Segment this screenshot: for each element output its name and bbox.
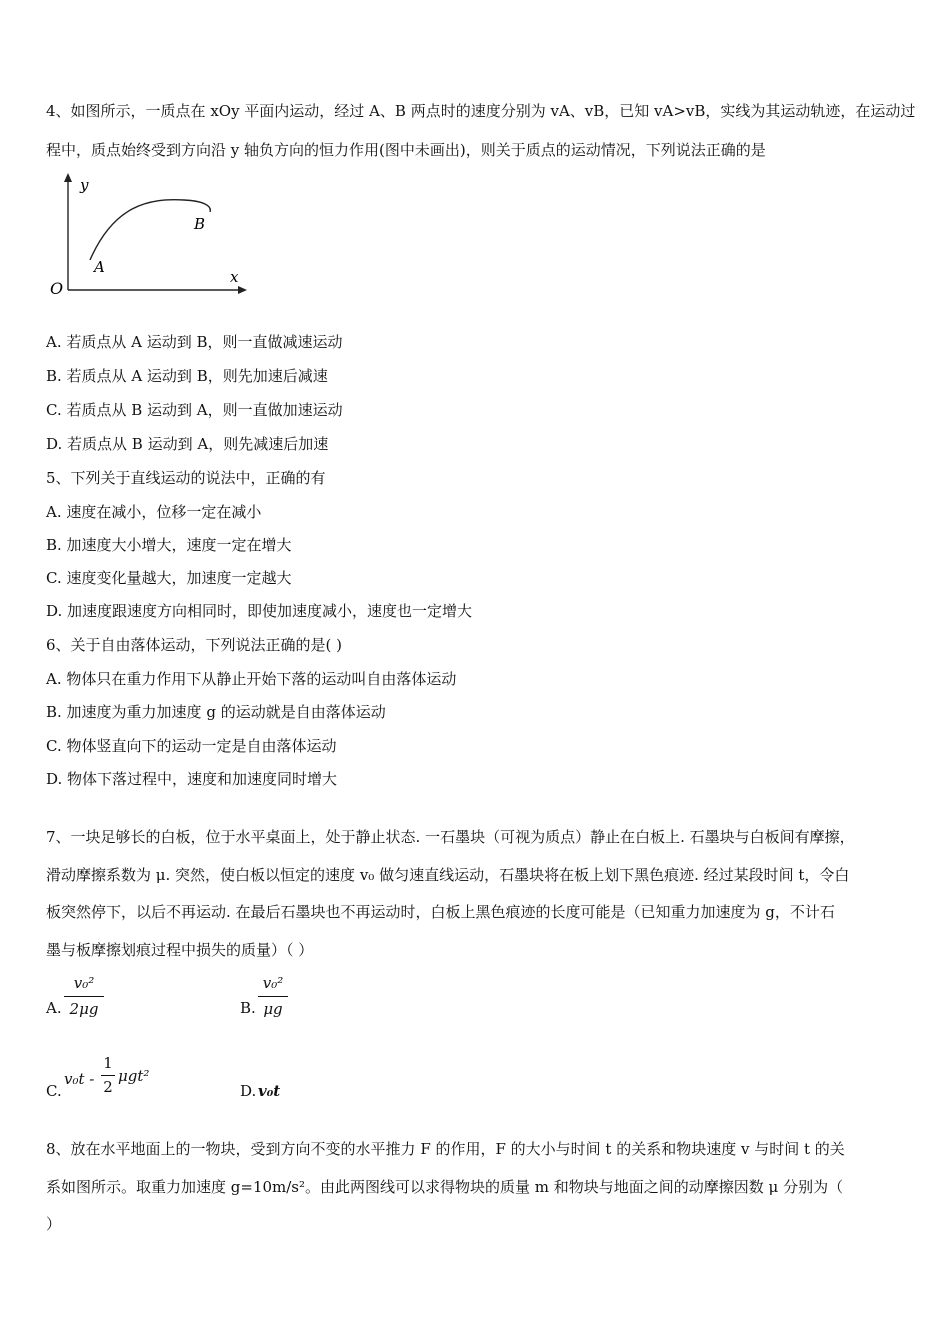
q5-option-b: B. 加速度大小增大，速度一定在增大 — [46, 536, 292, 554]
q7-option-b-fraction — [258, 974, 288, 1022]
q7-stem-line2: 滑动摩擦系数为 μ. 突然，使白板以恒定的速度 v₀ 做匀速直线运动，石墨块将在板上划下黑色痕迹. 经过某段时间 t，令白 — [46, 866, 850, 884]
q7-option-d-expr: v₀t — [258, 1082, 281, 1100]
point-b-label: B — [194, 215, 206, 233]
origin-label: O — [50, 279, 64, 298]
q7-option-c-label: C. — [46, 1082, 62, 1100]
q6-option-c: C. 物体竖直向下的运动一定是自由落体运动 — [46, 737, 337, 755]
fraction-bar — [101, 1075, 115, 1076]
x-axis-label: x — [230, 268, 239, 286]
fraction-bar — [64, 996, 104, 997]
q7-option-a-denominator: 2μg — [69, 1000, 99, 1018]
q4-option-a: A. 若质点从 A 运动到 B，则一直做减速运动 — [46, 333, 343, 351]
q7-stem-line4: 墨与板摩擦划痕过程中损失的质量）（ ） — [46, 941, 314, 959]
q4-stem-line2: 程中，质点始终受到方向沿 y 轴负方向的恒力作用(图中未画出)，则关于质点的运动情况，下列说法正确的是 — [46, 141, 766, 159]
q7-option-d-label: D. — [240, 1082, 257, 1100]
q8-stem-line1: 8、放在水平地面上的一物块，受到方向不变的水平推力 F 的作用，F 的大小与时间 t 的关系和物块速度 v 与时间 t 的关 — [46, 1140, 845, 1158]
q7-option-c-expr-right: μgt² — [118, 1067, 150, 1085]
q4-stem-line1: 4、如图所示，一质点在 xOy 平面内运动，经过 A、B 两点时的速度分别为 vA、vB，已知 vA>vB，实线为其运动轨迹，在运动过 — [46, 102, 916, 120]
q6-option-b: B. 加速度为重力加速度 g 的运动就是自由落体运动 — [46, 703, 386, 721]
y-axis-label: y — [80, 176, 89, 194]
y-axis-arrow — [64, 173, 72, 182]
q7-option-c-frac-num: 1 — [103, 1054, 113, 1072]
x-axis-arrow — [238, 286, 247, 294]
q4-trajectory-figure — [44, 170, 254, 300]
q4-option-c: C. 若质点从 B 运动到 A，则一直做加速运动 — [46, 401, 343, 419]
q5-option-c: C. 速度变化量越大，加速度一定越大 — [46, 569, 292, 587]
q7-option-b-denominator: μg — [263, 1000, 283, 1018]
q5-stem: 5、下列关于直线运动的说法中，正确的有 — [46, 469, 326, 487]
q8-stem-line2: 系如图所示。取重力加速度 g=10m/s²。由此两图线可以求得物块的质量 m 和物块与地面之间的动摩擦因数 μ 分别为（ — [46, 1178, 844, 1196]
q7-option-a-fraction — [64, 974, 104, 1022]
q7-option-c-frac-den: 2 — [103, 1078, 113, 1096]
q7-option-b-numerator: v₀² — [262, 974, 284, 992]
q4-option-d: D. 若质点从 B 运动到 A，则先减速后加速 — [46, 435, 329, 453]
q5-option-d: D. 加速度跟速度方向相同时，即使加速度减小，速度也一定增大 — [46, 602, 473, 620]
q8-stem-line3: ） — [46, 1215, 62, 1233]
q7-option-c-expr-left: v₀t - — [64, 1070, 95, 1088]
q6-option-a: A. 物体只在重力作用下从静止开始下落的运动叫自由落体运动 — [46, 670, 457, 688]
q5-option-a: A. 速度在减小，位移一定在减小 — [46, 503, 262, 521]
q7-option-b-label: B. — [240, 999, 256, 1017]
q7-option-c-fraction — [101, 1054, 115, 1100]
q7-option-a-label: A. — [46, 999, 62, 1017]
q7-stem-line3: 板突然停下，以后不再运动. 在最后石墨块也不再运动时，白板上黑色痕迹的长度可能是（已知重力加速度为 g，不计石 — [46, 903, 835, 921]
point-a-label: A — [94, 258, 105, 276]
q6-option-d: D. 物体下落过程中，速度和加速度同时增大 — [46, 770, 338, 788]
q7-stem-line1: 7、一块足够长的白板，位于水平桌面上，处于静止状态. 一石墨块（可视为质点）静止在白板上. 石墨块与白板间有摩擦， — [46, 828, 855, 846]
fraction-bar — [258, 996, 288, 997]
trajectory-curve — [90, 200, 210, 260]
q4-option-b: B. 若质点从 A 运动到 B，则先加速后减速 — [46, 367, 328, 385]
q6-stem: 6、关于自由落体运动，下列说法正确的是( ) — [46, 636, 343, 654]
q7-option-a-numerator: v₀² — [73, 974, 95, 992]
